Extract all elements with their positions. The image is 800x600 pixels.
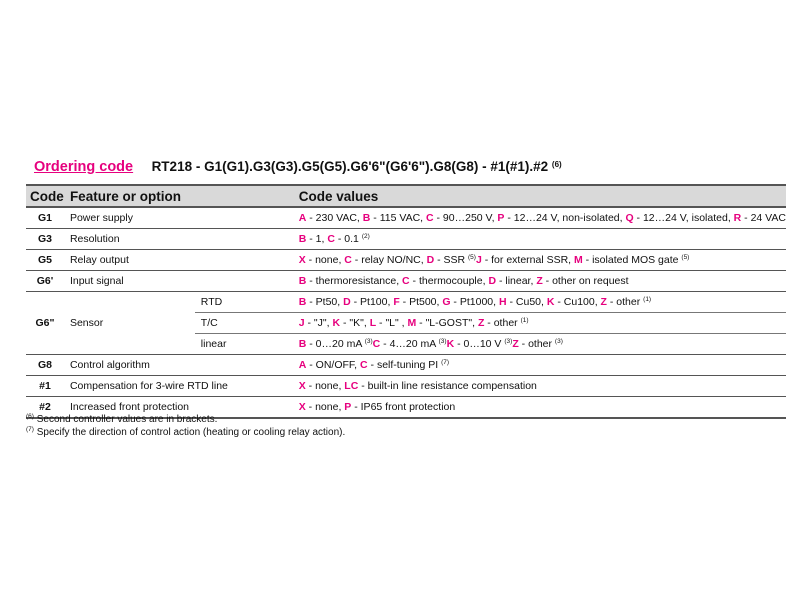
option-text: - 12…24 V, non-isolated, bbox=[504, 212, 626, 224]
option-code: M bbox=[407, 317, 417, 329]
option-text: - Pt100, bbox=[350, 296, 394, 308]
row-feature: Input signal bbox=[64, 271, 293, 292]
option-text: - 4…20 mA bbox=[380, 338, 439, 350]
option-text: - Pt1000, bbox=[450, 296, 499, 308]
option-text: - ON/OFF, bbox=[306, 359, 361, 371]
option-code: G bbox=[442, 296, 451, 308]
row-values bbox=[293, 376, 786, 397]
footnote-text: Specify the direction of control action (heating or cooling relay action). bbox=[33, 427, 346, 438]
table-row bbox=[26, 250, 786, 271]
option-code: LC bbox=[344, 380, 359, 392]
sensor-type-label: RTD bbox=[195, 292, 293, 313]
row-code: G6" bbox=[26, 292, 64, 355]
row-values bbox=[293, 313, 786, 334]
option-text: - SSR bbox=[434, 254, 469, 266]
option-text: - thermocouple, bbox=[409, 275, 489, 287]
option-text: - 24 VAC bbox=[741, 212, 786, 224]
row-code: #1 bbox=[26, 376, 64, 397]
footnote-ref: (7) bbox=[441, 359, 450, 366]
option-text: - "L" , bbox=[376, 317, 408, 329]
ordering-code-heading bbox=[34, 158, 562, 176]
option-text: - 12…24 V, isolated, bbox=[633, 212, 734, 224]
option-text: - "L-GOST", bbox=[416, 317, 478, 329]
footnote bbox=[26, 426, 345, 439]
option-text: - 0…10 V bbox=[454, 338, 505, 350]
ordering-code-title: Ordering code bbox=[34, 159, 134, 175]
option-code: J bbox=[475, 254, 482, 266]
row-values bbox=[293, 334, 786, 355]
option-code: B bbox=[362, 212, 371, 224]
row-code: G6' bbox=[26, 271, 64, 292]
row-feature: Control algorithm bbox=[64, 355, 293, 376]
option-text: - 230 VAC, bbox=[306, 212, 363, 224]
table-row bbox=[26, 271, 786, 292]
option-code: C bbox=[344, 254, 352, 266]
option-text: - relay NO/NC, bbox=[351, 254, 427, 266]
option-text: - other on request bbox=[542, 275, 629, 287]
table-header-row bbox=[26, 185, 786, 207]
option-text: - Pt50, bbox=[306, 296, 344, 308]
option-text: - thermoresistance, bbox=[306, 275, 403, 287]
option-code: B bbox=[298, 296, 307, 308]
sensor-type-label: linear bbox=[195, 334, 293, 355]
footnote-ref: (5) bbox=[681, 254, 690, 261]
option-text: - other bbox=[518, 338, 555, 350]
header-code: Code bbox=[26, 185, 64, 207]
header-values: Code values bbox=[293, 185, 786, 207]
footnote-ref: (2) bbox=[361, 233, 370, 240]
formula-note: (6) bbox=[551, 160, 562, 169]
option-code: Q bbox=[625, 212, 634, 224]
footnotes bbox=[26, 413, 345, 439]
option-text: - 115 VAC, bbox=[370, 212, 426, 224]
option-text: - none, bbox=[305, 401, 345, 413]
option-code: X bbox=[298, 254, 306, 266]
row-values bbox=[293, 229, 786, 250]
footnote-ref: (5) bbox=[468, 254, 476, 261]
option-text: - none, bbox=[305, 254, 345, 266]
row-values bbox=[293, 397, 786, 419]
option-text: - Cu100, bbox=[554, 296, 601, 308]
table-row bbox=[26, 355, 786, 376]
row-code: #2 bbox=[26, 397, 64, 419]
option-code: B bbox=[298, 233, 307, 245]
option-code: Z bbox=[512, 338, 519, 350]
option-text: - 90…250 V, bbox=[433, 212, 498, 224]
option-code: C bbox=[360, 359, 368, 371]
option-code: F bbox=[393, 296, 400, 308]
option-code: Z bbox=[536, 275, 543, 287]
option-code: J bbox=[298, 317, 305, 329]
option-text: - "K", bbox=[340, 317, 370, 329]
option-text: - 0.1 bbox=[334, 233, 362, 245]
option-text: - 1, bbox=[306, 233, 328, 245]
option-code: M bbox=[574, 254, 583, 266]
option-code: H bbox=[498, 296, 507, 308]
option-text: - built-in line resistance compensation bbox=[358, 380, 537, 392]
option-code: D bbox=[488, 275, 497, 287]
option-code: K bbox=[332, 317, 341, 329]
option-text: - 0…20 mA bbox=[306, 338, 365, 350]
row-code: G8 bbox=[26, 355, 64, 376]
option-code: D bbox=[343, 296, 351, 308]
row-feature: Sensor bbox=[64, 292, 195, 355]
row-feature: Relay output bbox=[64, 250, 293, 271]
option-code: A bbox=[298, 359, 307, 371]
option-code: C bbox=[327, 233, 335, 245]
ordering-code-table bbox=[26, 184, 786, 419]
option-text: - linear, bbox=[496, 275, 537, 287]
sensor-type-label: T/C bbox=[195, 313, 293, 334]
option-code: K bbox=[546, 296, 555, 308]
option-text: - other bbox=[606, 296, 644, 308]
footnote-ref: (3) bbox=[364, 338, 373, 345]
option-text: - for external SSR, bbox=[481, 254, 575, 266]
option-code: B bbox=[298, 338, 307, 350]
option-code: A bbox=[298, 212, 307, 224]
option-text: - Pt500, bbox=[399, 296, 443, 308]
option-text: - IP65 front protection bbox=[351, 401, 456, 413]
option-code: D bbox=[426, 254, 435, 266]
row-values bbox=[293, 271, 786, 292]
row-values bbox=[293, 355, 786, 376]
option-text: - self-tuning PI bbox=[367, 359, 442, 371]
option-code: C bbox=[372, 338, 381, 350]
option-code: K bbox=[446, 338, 455, 350]
option-code: Z bbox=[477, 317, 485, 329]
option-text: - isolated MOS gate bbox=[582, 254, 682, 266]
footnote-ref: (3) bbox=[554, 338, 563, 345]
table-row bbox=[26, 207, 786, 229]
row-feature: Increased front protection bbox=[64, 397, 293, 419]
option-code: C bbox=[426, 212, 434, 224]
row-code: G3 bbox=[26, 229, 64, 250]
option-code: C bbox=[402, 275, 410, 287]
table-row bbox=[26, 229, 786, 250]
row-values bbox=[293, 207, 786, 229]
option-code: R bbox=[733, 212, 742, 224]
option-text: - "J", bbox=[304, 317, 333, 329]
footnote-mark: (6) bbox=[26, 413, 34, 420]
footnote-ref: (1) bbox=[643, 296, 652, 303]
table-row bbox=[26, 376, 786, 397]
row-code: G1 bbox=[26, 207, 64, 229]
option-code: X bbox=[298, 401, 306, 413]
footnote-ref: (1) bbox=[520, 317, 529, 324]
row-feature: Resolution bbox=[64, 229, 293, 250]
row-feature: Compensation for 3-wire RTD line bbox=[64, 376, 293, 397]
footnote-mark: (7) bbox=[26, 426, 34, 433]
option-code: P bbox=[497, 212, 505, 224]
footnote-ref: (3) bbox=[504, 338, 513, 345]
row-code: G5 bbox=[26, 250, 64, 271]
header-feature: Feature or option bbox=[64, 185, 293, 207]
option-text: - Cu50, bbox=[506, 296, 547, 308]
option-code: X bbox=[298, 380, 306, 392]
row-values bbox=[293, 250, 786, 271]
option-text: - other bbox=[484, 317, 521, 329]
option-code: L bbox=[369, 317, 377, 329]
ordering-code-formula bbox=[152, 159, 562, 174]
row-values bbox=[293, 292, 786, 313]
footnote-ref: (3) bbox=[438, 338, 447, 345]
formula-text: RT218 - G1(G1).G3(G3).G5(G5).G6'6"(G6'6").G8(G8) - #1(#1).#2 bbox=[151, 159, 549, 174]
option-text: - none, bbox=[305, 380, 345, 392]
option-code: B bbox=[298, 275, 307, 287]
table-row bbox=[26, 292, 786, 313]
footnote-text: Second controller values are in brackets. bbox=[33, 414, 218, 425]
option-code: Z bbox=[600, 296, 607, 308]
row-feature: Power supply bbox=[64, 207, 293, 229]
footnote bbox=[26, 413, 345, 426]
option-code: P bbox=[344, 401, 352, 413]
